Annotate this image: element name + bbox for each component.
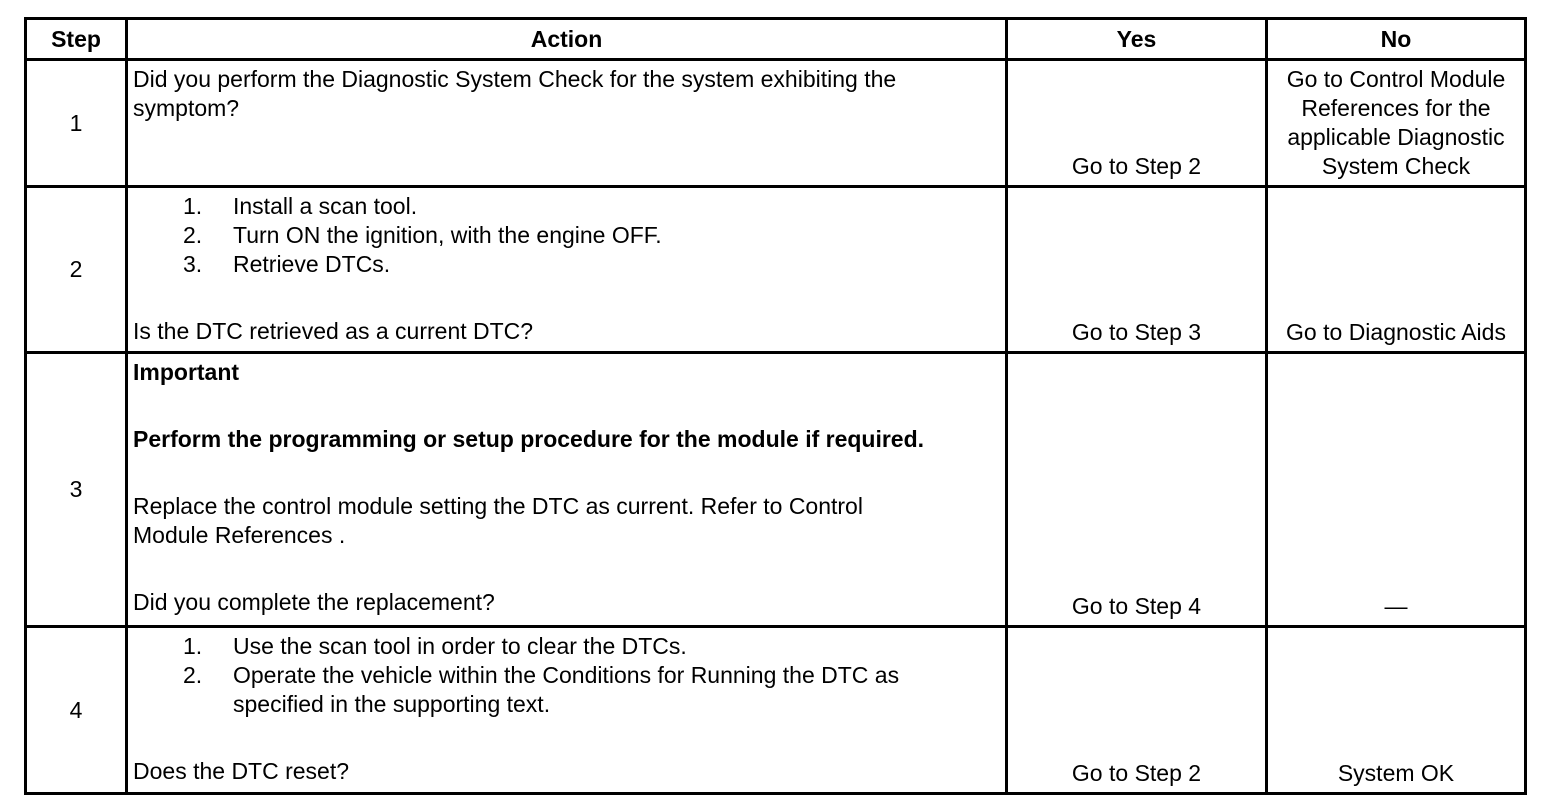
no-cell: Go to Diagnostic Aids — [1267, 187, 1526, 353]
list-text: Operate the vehicle within the Conditions for Running the DTC as specified in the supporting text. — [233, 662, 900, 717]
list-item — [183, 632, 961, 661]
yes-cell: Go to Step 3 — [1007, 187, 1267, 353]
yes-cell: Go to Step 2 — [1007, 627, 1267, 794]
no-cell: System OK — [1267, 627, 1526, 794]
yes-cell: Go to Step 2 — [1007, 60, 1267, 187]
list-number: 1. — [183, 633, 203, 659]
table-row — [26, 353, 1526, 627]
action-instruction: Replace the control module setting the DTC as current. Refer to Control Module References . — [133, 493, 863, 548]
header-no: No — [1267, 19, 1526, 60]
table-row — [26, 627, 1526, 794]
action-question: Does the DTC reset? — [133, 758, 350, 784]
important-label: Important — [133, 359, 240, 385]
important-text: Perform the programming or setup procedure for the module if required. — [133, 426, 925, 452]
step-number: 4 — [26, 627, 127, 794]
table-row — [26, 187, 1526, 353]
action-cell — [127, 627, 1007, 794]
list-number: 1. — [183, 193, 203, 219]
no-cell: Go to Control Module References for the applicable Diagnostic System Check — [1267, 60, 1526, 187]
header-row — [26, 19, 1526, 60]
action-question: Did you perform the Diagnostic System Check for the system exhibiting the symptom? — [133, 66, 897, 121]
action-question: Is the DTC retrieved as a current DTC? — [133, 318, 534, 344]
step-number: 3 — [26, 353, 127, 627]
list-item — [183, 221, 1001, 250]
action-cell — [127, 353, 1007, 627]
header-yes: Yes — [1007, 19, 1267, 60]
no-cell: — — [1267, 353, 1526, 627]
yes-cell: Go to Step 4 — [1007, 353, 1267, 627]
step-number: 1 — [26, 60, 127, 187]
list-text: Turn ON the ignition, with the engine OFF. — [233, 222, 662, 248]
action-cell — [127, 187, 1007, 353]
list-text: Install a scan tool. — [233, 193, 418, 219]
list-number: 2. — [183, 662, 203, 688]
procedure-list — [133, 192, 1001, 279]
table-row — [26, 60, 1526, 187]
procedure-list — [133, 632, 1001, 719]
list-text: Retrieve DTCs. — [233, 251, 391, 277]
action-cell — [127, 60, 1007, 187]
header-action: Action — [127, 19, 1007, 60]
list-number: 3. — [183, 251, 203, 277]
list-number: 2. — [183, 222, 203, 248]
header-step: Step — [26, 19, 127, 60]
list-item — [183, 661, 961, 719]
list-item — [183, 250, 1001, 279]
step-number: 2 — [26, 187, 127, 353]
action-question: Did you complete the replacement? — [133, 589, 495, 615]
diagnostic-table — [24, 17, 1527, 795]
list-item — [183, 192, 1001, 221]
list-text: Use the scan tool in order to clear the DTCs. — [233, 633, 687, 659]
